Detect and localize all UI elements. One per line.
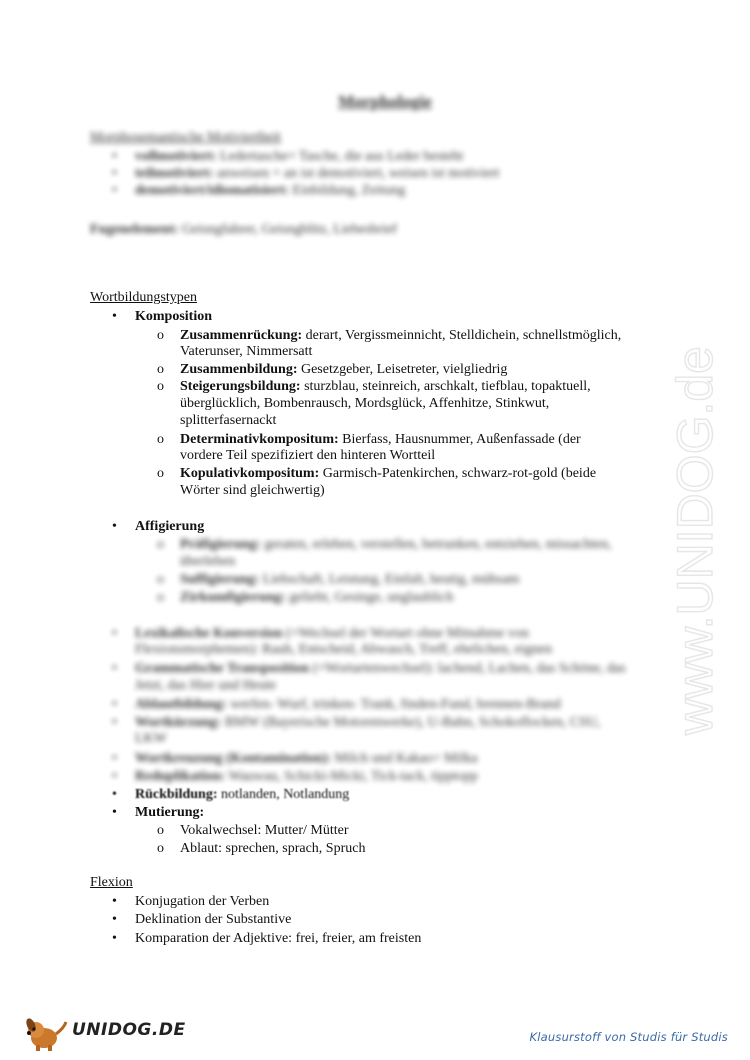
dog-icon	[22, 1016, 72, 1052]
footer-tagline: Klausurstoff von Studis für Studis	[529, 1030, 728, 1044]
page-title: Morphologie	[338, 92, 432, 111]
section-heading-motiviertheit: Morphosemantische Motiviertheit	[90, 130, 281, 145]
watermark-text: www.UNIDOG.de	[667, 346, 723, 735]
sub-list-item-cont: Wörter sind gleichwertig)	[180, 483, 325, 498]
watermark	[640, 280, 740, 740]
sub-list-item-cont: überleben	[180, 554, 236, 569]
unidog-logo	[22, 1016, 186, 1052]
list-item-cont: Flexionsmorphemen): Rauh, Entscheid, Abwasch, Treff, ehelichen, eignen	[135, 642, 552, 657]
sub-list-item-cont: Vaterunser, Nimmersatt	[180, 344, 313, 359]
logo-text: UNIDOG.DE	[72, 1020, 186, 1040]
list-item-cont: LKW	[135, 731, 167, 746]
sub-list-item-cont: splitterfasernackt	[180, 413, 277, 428]
section-heading-wortbildungstypen: Wortbildungstypen	[90, 290, 197, 305]
sub-list-item-cont: vordere Teil spezifiziert den hinteren Wortteil	[180, 448, 436, 463]
document-page: Morphologie Morphosemantische Motiviertheit • vollmotiviert: Ledertasche= Tasche, die aus Leder besteht • teilmotiviert: anweisen + an ist demotiviert, weisen ist motiviert • demotiviert/idiomatisiert: Einbildung, Zeitung Fugenelement: Geisngfahrer, Geisngblitz, Liebesbrief Wortbildungstypen • Komposition o Zusammenrückung: derart, Vergissmeinnicht, Stelldichein, schnellstmöglich, Vaterunser, Nimmersatt o Zusammenbildung: Gesetzgeber, Leisetreter, vielgliedrig o Steigerungsbildung: sturzblau, steinreich, arschkalt, tiefblau, topaktuell, überglücklich, Bombenrausch, Mordsglück, Affenhitze, Stinkwut, splitterfasernackt o Determinativkompositum: Bierfass, Hausnummer, Außenfassade (der vordere Teil spezifiziert den hinteren Wortteil o Kopulativkompositum: Garmisch-Patenkirchen, schwarz-rot-gold (beide Wörter sind gleichwertig) • Affigierung o Präfigierung: geraten, erleben, verstellen, betrunken, entziehen, missachten, überleben o Suffigierung: Liebschaft, Leistung, Einfalt, heutig, mühsam o Zirkumfigierung: geliebt, Gesinge, unglaublich • Lexikalische Konversion (=Wechsel der Wortart ohne Mitnahme von Flexionsmorphemen): Rauh, Entscheid, Abwasch, Treff, ehelichen, eignen • Grammatische Transposition (=Wortartenwechsel): lachend, Lachen, das Schöne, das Jetzt, das Hier und Heute • Ablautbildung: werfen- Wurf, trinken- Trank, finden-Fund, brennen-Brand • Wortkürzung: BMW (Bayerische Motorenwerke), U-Bahn, Schokoflocken, CSU, LKW • Wortkreuzung (Kontamination): Milch und Kakao= Milka • Reduplikation: Wauwau, Schicki-Micki, Tick-tack, tipptopp • Rückbildung: notlanden, Notlandung • Mutierung: o Vokalwechsel: Mutter/ Mütter o Ablaut: sprechen, sprach, Spruch Flexion • Konjugation der Verben • Deklination der Substantive • Komparation der Adjektive: frei, freier, am freisten www.UNIDOG.de UNIDOG.DE Klausurstoff von Studis für Studis	[0, 0, 750, 1060]
section-heading-flexion: Flexion	[90, 875, 133, 890]
fugenelement-line: Fugenelement: Geisngfahrer, Geisngblitz, Liebesbrief	[90, 222, 397, 237]
sub-list-item-cont: überglücklich, Bombenrausch, Mordsglück, Affenhitze, Stinkwut,	[180, 396, 550, 411]
